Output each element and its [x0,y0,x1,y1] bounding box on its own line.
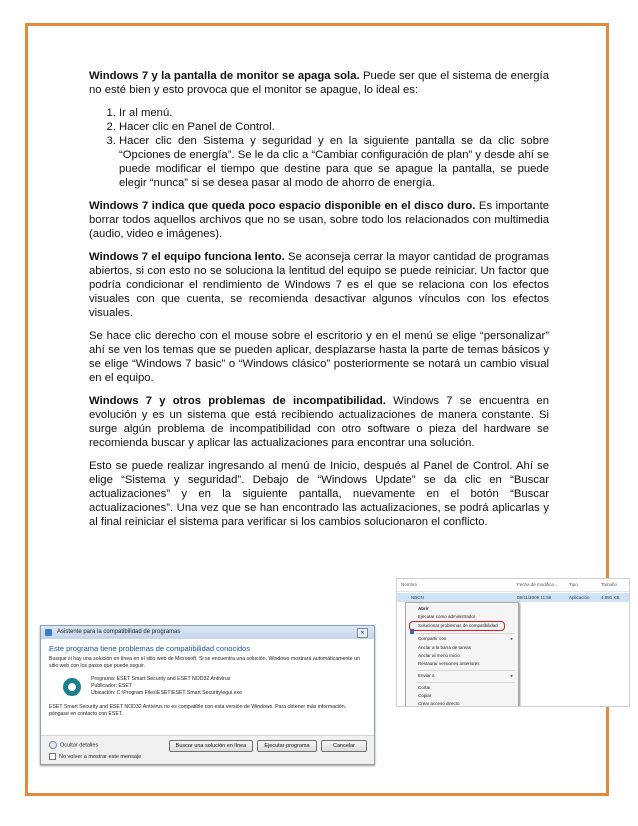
menu-share-with[interactable]: Compartir con [418,636,447,641]
step-item: 1. Ir al menú. [119,106,549,120]
text-slow: Se aconseja cerrar la mayor cantidad de programas abiertos, si con esto no se soluciona la lentitud del equipo se puede reiniciar. Un factor que podría condicionar el rendimiento de Windows 7 es el que se relaciona con los efectos visuales con que cuenta, se recomienda desactivar algunos vínculos con los efectos visuales. [89,251,549,319]
column-name[interactable]: Nombre [401,582,418,587]
menu-divider [416,633,515,634]
menu-restore-versions[interactable]: Restaurar versiones anteriores [418,661,480,666]
file-row[interactable] [397,593,629,602]
menu-create-shortcut[interactable]: Crear acceso directo [418,701,460,706]
checkbox-icon [49,753,56,760]
paragraph-disk [89,199,549,241]
document-body [89,69,549,538]
menu-send-to[interactable]: Enviar a [418,673,435,678]
dialog-footer [41,735,374,764]
dialog-intro: Busque si hay una solución en línea en el sitio web de Microsoft. Si se encuentra una solución, Windows mostrará automáticamente un sitio web con los pasos que puede seguir. [49,656,360,669]
heading-monitor: Windows 7 y la pantalla de monitor se apaga sola. [89,70,360,82]
text-monitor: Puede ser que el sistema de energía no esté bien y esto provoca que el monitor se apague, lo ideal es: [89,70,549,96]
chevron-up-icon [49,741,57,749]
program-location: Ubicación: C:\Program Files\ESET\ESET Smart Security\egui.exe [91,690,242,696]
text-disk: Es importante borrar todos aquellos archivos que no se usan, sobre todo los relacionados con multimedia (audio, video e imágenes). [89,200,549,240]
menu-pin-start[interactable]: Anclar al menú Inicio [418,653,460,658]
cancel-button[interactable]: Cancelar [321,740,367,752]
steps-list [89,106,549,190]
program-publisher: Publicador: ESET [91,683,132,689]
column-size[interactable]: Tamaño [601,582,618,587]
heading-compat: Windows 7 y otros problemas de incompatibilidad. [89,395,386,407]
file-type: Aplicación [569,595,590,600]
dialog-title: Asistente para la compatibilidad de programas [57,629,181,635]
menu-divider [416,682,515,683]
paragraph-compat [89,394,549,450]
menu-pin-taskbar[interactable]: Anclar a la barra de tareas [418,645,472,650]
dialog-heading: Este programa tiene problemas de compatibilidad conocidos [49,644,250,653]
file-size: 4.891 KB [601,595,620,600]
eset-logo-icon [63,678,81,696]
program-info [49,676,366,704]
menu-run-as-admin[interactable]: Ejecutar como administrador [418,614,476,619]
explorer-columns [397,579,629,592]
hide-details-toggle[interactable] [49,741,98,749]
file-date: 05/11/2009 11:56 [517,595,552,600]
column-date[interactable]: Fecha de modifica... [517,582,558,587]
paragraph-monitor [89,69,549,97]
menu-copy[interactable]: Copiar [418,693,432,698]
menu-troubleshoot-compat[interactable]: Solucionar problemas de compatibilidad [418,623,498,628]
close-icon[interactable]: ✕ [357,628,368,638]
menu-open[interactable]: Abrir [418,606,429,611]
heading-slow: Windows 7 el equipo funciona lento. [89,251,285,263]
menu-cut[interactable]: Cortar [418,685,431,690]
step-item: 2. Hacer clic en Panel de Control. [119,120,549,134]
assistant-icon [45,629,52,636]
dialog-note: ESET Smart Security and ESET NOD32 Antivirus no es compatible con esta versión de Windows. Para obtener más información, póngase en contacto con ESET. [49,704,347,717]
dialog-titlebar [41,626,374,639]
text-compat: Windows 7 se encuentra en evolución y es un sistema que está recibiendo actualizaciones de manera constante. Si surge algún problema de incompatibilidad con otro software o pieza del hardware se recomienda buscar y aplicar las actualizaciones para encontrar una solución. [89,395,549,449]
run-program-button[interactable]: Ejecutar programa [257,740,317,752]
heading-disk: Windows 7 indica que queda poco espacio disponible en el disco duro. [89,200,476,212]
context-menu [405,602,519,707]
hide-details-label: Ocultar detalles [60,742,99,749]
highlight-ring [409,621,505,631]
chevron-right-icon: ▸ [510,673,513,678]
paragraph-slow [89,250,549,320]
dont-show-label: No volver a mostrar este mensaje [59,753,142,760]
program-details [91,676,242,697]
compatibility-dialog-screenshot [40,625,375,765]
explorer-context-menu-screenshot [396,578,630,707]
search-online-button[interactable]: Buscar una solución en línea [169,740,253,752]
dont-show-checkbox[interactable] [49,753,141,760]
program-name: Programa: ESET Smart Security and ESET NOD32 Antivirus [91,676,231,682]
column-type[interactable]: Tipo [569,582,578,587]
file-name: NBCN [411,595,424,600]
paragraph-personalize: Se hace clic derecho con el mouse sobre el escritorio y en el menú se elige “personalizar” ahí se ven los temas que se pueden aplicar, desplazarse hasta la parte de temas básicos y se elige “Windows 7 basic” o “Windows clásico” posteriormente se notará un cambio visual en el equipo. [89,330,549,384]
chevron-right-icon: ▸ [510,636,513,641]
step-item: 3. Hacer clic den Sistema y seguridad y en la siguiente pantalla se da clic sobre “Opciones de energía”. Se le da clic a “Cambiar configuración de plan” y desde ahí se puede modificar el tiempo que destine para que se apague la pantalla, se puede elegir “nunca” si se desea pasar al modo de ahorro de energía. [119,134,549,190]
menu-divider [416,670,515,671]
paragraph-updates: Esto se puede realizar ingresando al menú de Inicio, después al Panel de Control. Ahí se elige “Sistema y seguridad”. Debajo de “Windows Update” se da clic en “Buscar actualizaciones” y en la siguiente pantalla, nuevamente en el botón “Buscar actualizaciones”. Una vez que se han encontrado las actualizaciones, se podrá aplicarlas y al final reiniciar el sistema para verificar si los cambios solucionaron el conflicto. [89,460,549,528]
